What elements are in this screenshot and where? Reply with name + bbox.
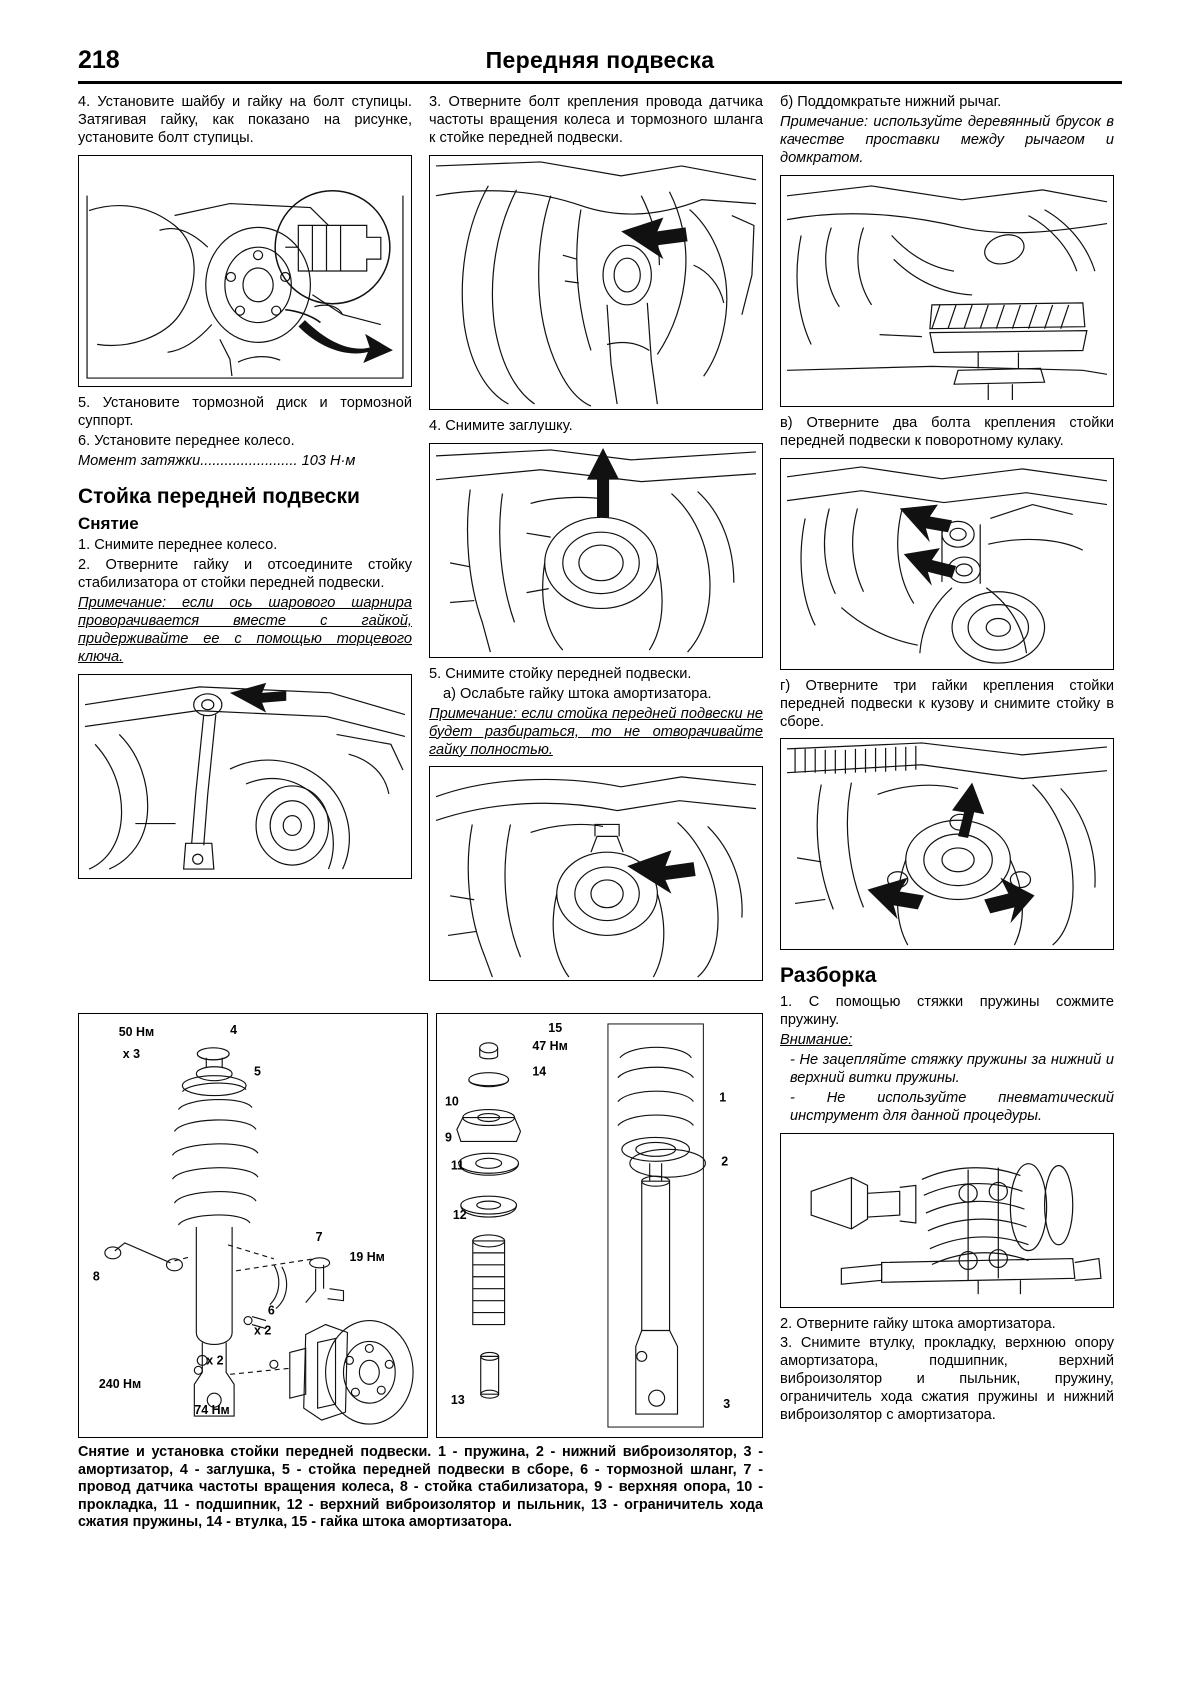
svg-text:4: 4 [230, 1022, 238, 1037]
svg-text:13: 13 [450, 1393, 465, 1408]
subsection-title-removal: Снятие [78, 514, 139, 534]
svg-text:19 Нм: 19 Нм [349, 1249, 385, 1264]
step-1-text: 1. Снимите переднее колесо. [78, 537, 278, 554]
svg-text:47 Нм: 47 Нм [532, 1038, 568, 1053]
svg-text:х 2: х 2 [206, 1353, 224, 1368]
svg-text:1: 1 [719, 1090, 727, 1105]
step-b-text: б) Поддомкратьте нижний рычаг. [780, 94, 1002, 110]
svg-text:74 Нм: 74 Нм [194, 1403, 230, 1418]
strut-components-exploded-view-right [436, 1013, 763, 1438]
warning-label: Внимание: [780, 1031, 853, 1048]
wheel-speed-sensor-bracket-figure [429, 155, 763, 410]
column-1 [78, 94, 412, 887]
strut-upper-nuts-figure [780, 738, 1114, 950]
svg-text:х 2: х 2 [253, 1323, 272, 1338]
step-v-text: в) Отверните два болта крепления стойки передней подвески к поворотному кулаку. [780, 414, 1114, 449]
svg-text:2: 2 [721, 1154, 729, 1169]
step-5a-text: а) Ослабьте гайку штока амортизатора. [443, 685, 712, 702]
column-3 [780, 94, 1114, 1427]
stabilizer-link-figure [78, 674, 412, 879]
page-header [78, 46, 1122, 84]
strut-assembly-exploded-view-left [78, 1013, 428, 1438]
svg-text:50 Нм: 50 Нм [118, 1024, 155, 1039]
svg-text:5: 5 [253, 1064, 261, 1079]
svg-text:10: 10 [444, 1094, 459, 1109]
hub-bolt-installation-figure [78, 155, 412, 387]
step-3-text: 3. Отверните болт крепления провода датчика частоты вращения колеса и тормозного шланга к стойке передней подвески. [429, 94, 763, 146]
note-wooden-block: Примечание: используйте деревянный брусок в качестве проставки между рычагом и домкратом. [780, 113, 1114, 166]
spring-compressor-figure [780, 1133, 1114, 1308]
page-number: 218 [78, 46, 120, 74]
note-strut-nut: Примечание: если стойка передней подвески не будет разбираться, то не отворачивайте гайку полностью. [429, 705, 763, 758]
step-6-text: 6. Установите переднее колесо. [78, 432, 295, 449]
section-title-disassembly: Разборка [780, 964, 877, 988]
svg-text:8: 8 [92, 1269, 100, 1284]
svg-text:6: 6 [267, 1303, 275, 1318]
svg-text:11: 11 [450, 1158, 465, 1173]
svg-text:14: 14 [532, 1064, 547, 1079]
section-title-strut: Стойка передней подвески [78, 484, 360, 508]
svg-text:х 3: х 3 [122, 1046, 141, 1061]
page-title: Передняя подвеска [485, 47, 715, 73]
svg-text:7: 7 [315, 1229, 323, 1244]
step-g-text: г) Отверните три гайки крепления стойки передней подвески к кузову и снимите стойку в сборе. [780, 677, 1114, 730]
warning-item-2: - Не используйте пневматический инструмент для данной процедуры. [790, 1089, 1114, 1124]
disassembly-step-2: 2. Отверните гайку штока амортизатора. [780, 1315, 1056, 1332]
strut-rod-nut-figure [429, 766, 763, 981]
exploded-view-block [78, 1013, 763, 1532]
svg-text:15: 15 [548, 1020, 563, 1035]
strut-cap-removal-figure [429, 443, 763, 658]
step-4-text: 4. Установите шайбу и гайку на болт ступицы. Затягивая гайку, как показано на рисунке, установите болт ступицы. [78, 94, 412, 146]
column-2 [429, 94, 763, 989]
step-4-text: 4. Снимите заглушку. [429, 417, 573, 434]
disassembly-step-3: 3. Снимите втулку, прокладку, верхнюю опору амортизатора, подшипник, верхний виброизолятор и пыльник, пружину, ограничитель хода сжатия пружины и нижний виброизолятор с амортизатора. [780, 1335, 1114, 1424]
step-5-text: 5. Установите тормозной диск и тормозной суппорт. [78, 394, 412, 429]
svg-text:240 Нм: 240 Нм [98, 1377, 142, 1392]
svg-text:3: 3 [723, 1397, 731, 1412]
step-5-text: 5. Снимите стойку передней подвески. [429, 665, 692, 682]
step-2-text: 2. Отверните гайку и отсоедините стойку стабилизатора от стойки передней подвески. [78, 557, 412, 591]
disassembly-step-1: 1. С помощью стяжки пружины сожмите пружину. [780, 993, 1114, 1028]
warning-item-1: - Не зацепляйте стяжку пружины за нижний и верхний витки пружины. [790, 1051, 1114, 1086]
note-ball-joint: Примечание: если ось шарового шарнира проворачивается вместе с гайкой, придерживайте ее с помощью торцевого ключа. [78, 594, 412, 665]
jack-lower-arm-figure [780, 175, 1114, 407]
torque-note: Момент затяжки........................ 103 Н·м [78, 452, 356, 469]
svg-text:12: 12 [452, 1208, 467, 1223]
exploded-view-caption: Снятие и установка стойки передней подвески. 1 - пружина, 2 - нижний виброизолятор, 3 - амортизатор, 4 - заглушка, 5 - стойка передней подвески в сборе, 6 - тормозной шланг, 7 - провод датчика частоты вращения колеса, 8 - стойка стабилизатора, 9 - верхняя опора, 10 - прокладка, 11 - подшипник, 12 - верхний виброизолятор и пыльник, 13 - ограничитель хода сжатия пружины, 14 - втулка, 15 - гайка штока амортизатора. [78, 1444, 763, 1531]
svg-text:9: 9 [444, 1130, 452, 1145]
strut-to-knuckle-bolts-figure [780, 458, 1114, 670]
